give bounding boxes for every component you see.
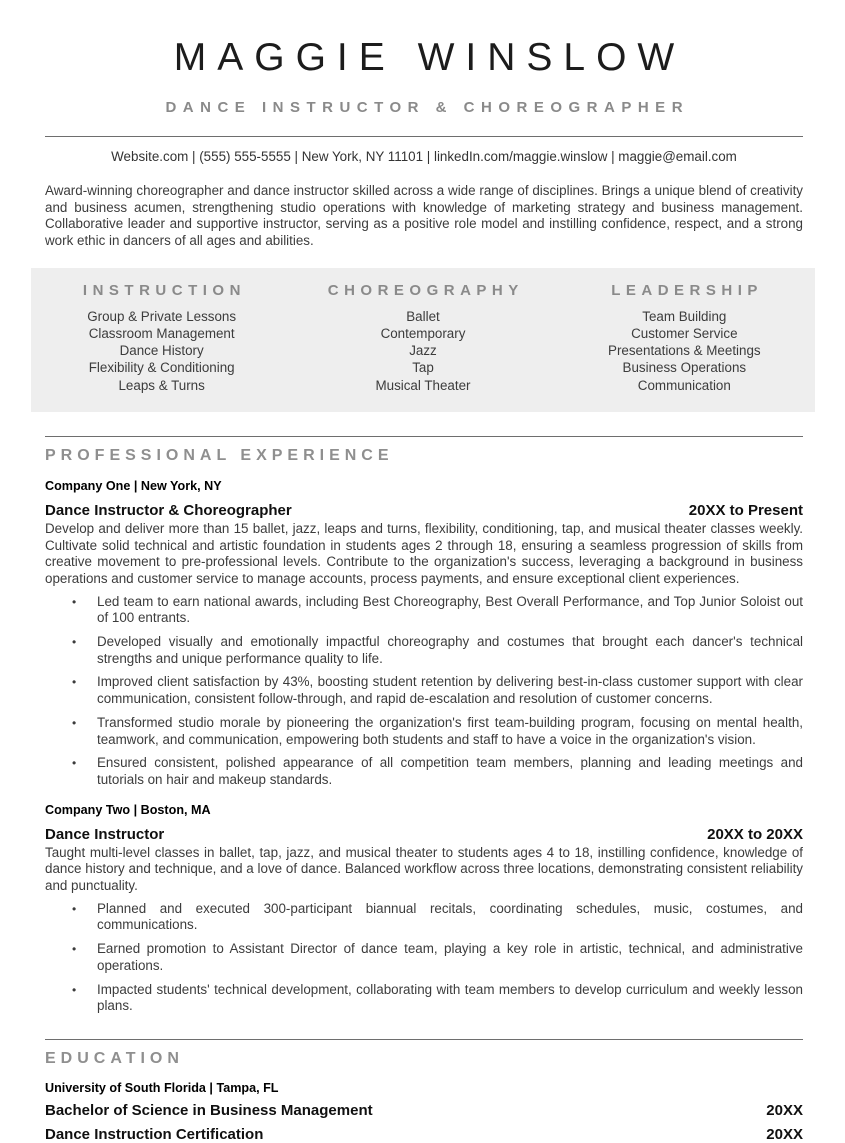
education-degree: Bachelor of Science in Business Management: [45, 1102, 373, 1119]
summary-paragraph: Award-winning choreographer and dance instructor skilled across a wide range of disciplines. Brings a unique blend of creativity and business acumen, strengthening studio operations with knowledge of marketing strategy and business management. Collaborative leader and supportive instructor, serving as a positive role model and instilling confidence, respect, and a strong work ethic in dancers of all ages and abilities.: [45, 183, 803, 249]
skill-item: Business Operations: [622, 360, 747, 376]
job-entry: [45, 479, 803, 789]
skill-item: Tap: [412, 360, 434, 376]
skill-item: Contemporary: [380, 326, 466, 342]
skill-item: Communication: [637, 377, 731, 393]
page-title: MAGGIE WINSLOW: [173, 36, 686, 79]
job-title: Dance Instructor & Choreographer: [45, 501, 292, 519]
skill-item: Presentations & Meetings: [608, 343, 761, 359]
skill-item: Flexibility & Conditioning: [88, 360, 235, 376]
education-entry-row: [45, 1102, 803, 1119]
company-line: Company Two | Boston, MA: [45, 802, 211, 817]
job-dates: 20XX to Present: [688, 501, 803, 519]
skill-item: Customer Service: [631, 326, 738, 342]
job-description: Taught multi-level classes in ballet, tap, jazz, and musical theater to students ages 4 to 18, instilling confidence, knowledge of dance history and technique, and a love of dance. Balanced workflow across three locations, demonstrating consistent reliability and punctuality.: [45, 844, 803, 894]
job-title: Dance Instructor: [45, 825, 165, 843]
main-sections: [45, 436, 803, 1143]
job-title-subtitle: DANCE INSTRUCTOR & CHOREOGRAPHER: [165, 99, 690, 116]
skill-item: Dance History: [119, 343, 204, 359]
resume-content: [45, 0, 803, 250]
skill-item: Musical Theater: [375, 377, 471, 393]
bullet-item: • Earned promotion to Assistant Director of dance team, playing a key role in artistic, technical, and administrative operations.: [45, 941, 803, 974]
bullet-list: [45, 594, 803, 789]
experience-divider: [45, 436, 803, 437]
skills-column-instruction: [31, 282, 292, 394]
job-dates: 20XX to 20XX: [707, 825, 803, 843]
job-entry: [45, 803, 803, 1015]
skill-item: Leaps & Turns: [118, 377, 205, 393]
bullet-list: [45, 901, 803, 1015]
bullet-item: • Transformed studio morale by pioneering the organization's first team-building program, focusing on mental health, teamwork, and communication, empowering both students and staff to have a voice in the organization's vision.: [45, 715, 803, 748]
skill-item: Classroom Management: [88, 326, 235, 342]
skills-section: [31, 268, 815, 412]
job-title-row: [45, 502, 803, 519]
skill-item: Group & Private Lessons: [87, 308, 237, 324]
contact-line: Website.com | (555) 555-5555 | New York, NY 11101 | linkedIn.com/maggie.winslow | maggie@email.com: [111, 149, 737, 164]
education-entry-row: [45, 1126, 803, 1143]
bullet-item: • Impacted students' technical development, collaborating with team members to develop curriculum and weekly lesson plans.: [45, 982, 803, 1015]
education-section-heading: EDUCATION: [45, 1050, 184, 1067]
education-school-line: University of South Florida | Tampa, FL: [45, 1081, 279, 1095]
job-title-row: [45, 826, 803, 843]
skills-heading: LEADERSHIP: [611, 281, 763, 299]
education-year: 20XX: [766, 1102, 803, 1119]
skills-wrapper: [45, 268, 803, 412]
bullet-item: • Planned and executed 300-participant biannual recitals, coordinating schedules, music, costumes, and communications.: [45, 901, 803, 934]
skills-column-leadership: [554, 282, 815, 394]
header-divider: [45, 136, 803, 137]
experience-section-heading: PROFESSIONAL EXPERIENCE: [45, 446, 394, 464]
skills-column-choreography: [292, 282, 553, 394]
bullet-item: • Ensured consistent, polished appearance of all competition team members, planning and leading meetings and tutorials on hair and makeup standards.: [45, 755, 803, 788]
bullet-item: • Developed visually and emotionally impactful choreography and costumes that brought each dancer's technical strengths and unique performance quality to life.: [45, 634, 803, 667]
education-degree: Dance Instruction Certification: [45, 1126, 264, 1143]
education-year: 20XX: [766, 1126, 803, 1143]
bullet-item: • Led team to earn national awards, including Best Choreography, Best Overall Performance, and Top Junior Soloist out of 100 entrants.: [45, 594, 803, 627]
skill-item: Ballet: [406, 308, 440, 324]
company-line: Company One | New York, NY: [45, 478, 222, 493]
skill-item: Team Building: [642, 308, 727, 324]
skill-item: Jazz: [409, 343, 437, 359]
bullet-item: • Improved client satisfaction by 43%, boosting student retention by delivering best-in-class customer support with clear communication, consistent follow-through, and rapid de-escalation and resolution of customer concerns.: [45, 674, 803, 707]
skills-heading: INSTRUCTION: [82, 281, 246, 299]
skills-heading: CHOREOGRAPHY: [327, 281, 524, 299]
job-description: Develop and deliver more than 15 ballet, jazz, leaps and turns, flexibility, conditioning, tap, and musical theater classes weekly. Cultivate solid technical and artistic foundation in students ages 2 through 18, ensuring a seamless progression of skills from creative movement to pre-professional levels. Contribute to the organization's success, leveraging a background in business operations and customer service to manage accounts, process payments, and ensure exceptional client experiences.: [45, 520, 803, 586]
education-divider: [45, 1039, 803, 1040]
